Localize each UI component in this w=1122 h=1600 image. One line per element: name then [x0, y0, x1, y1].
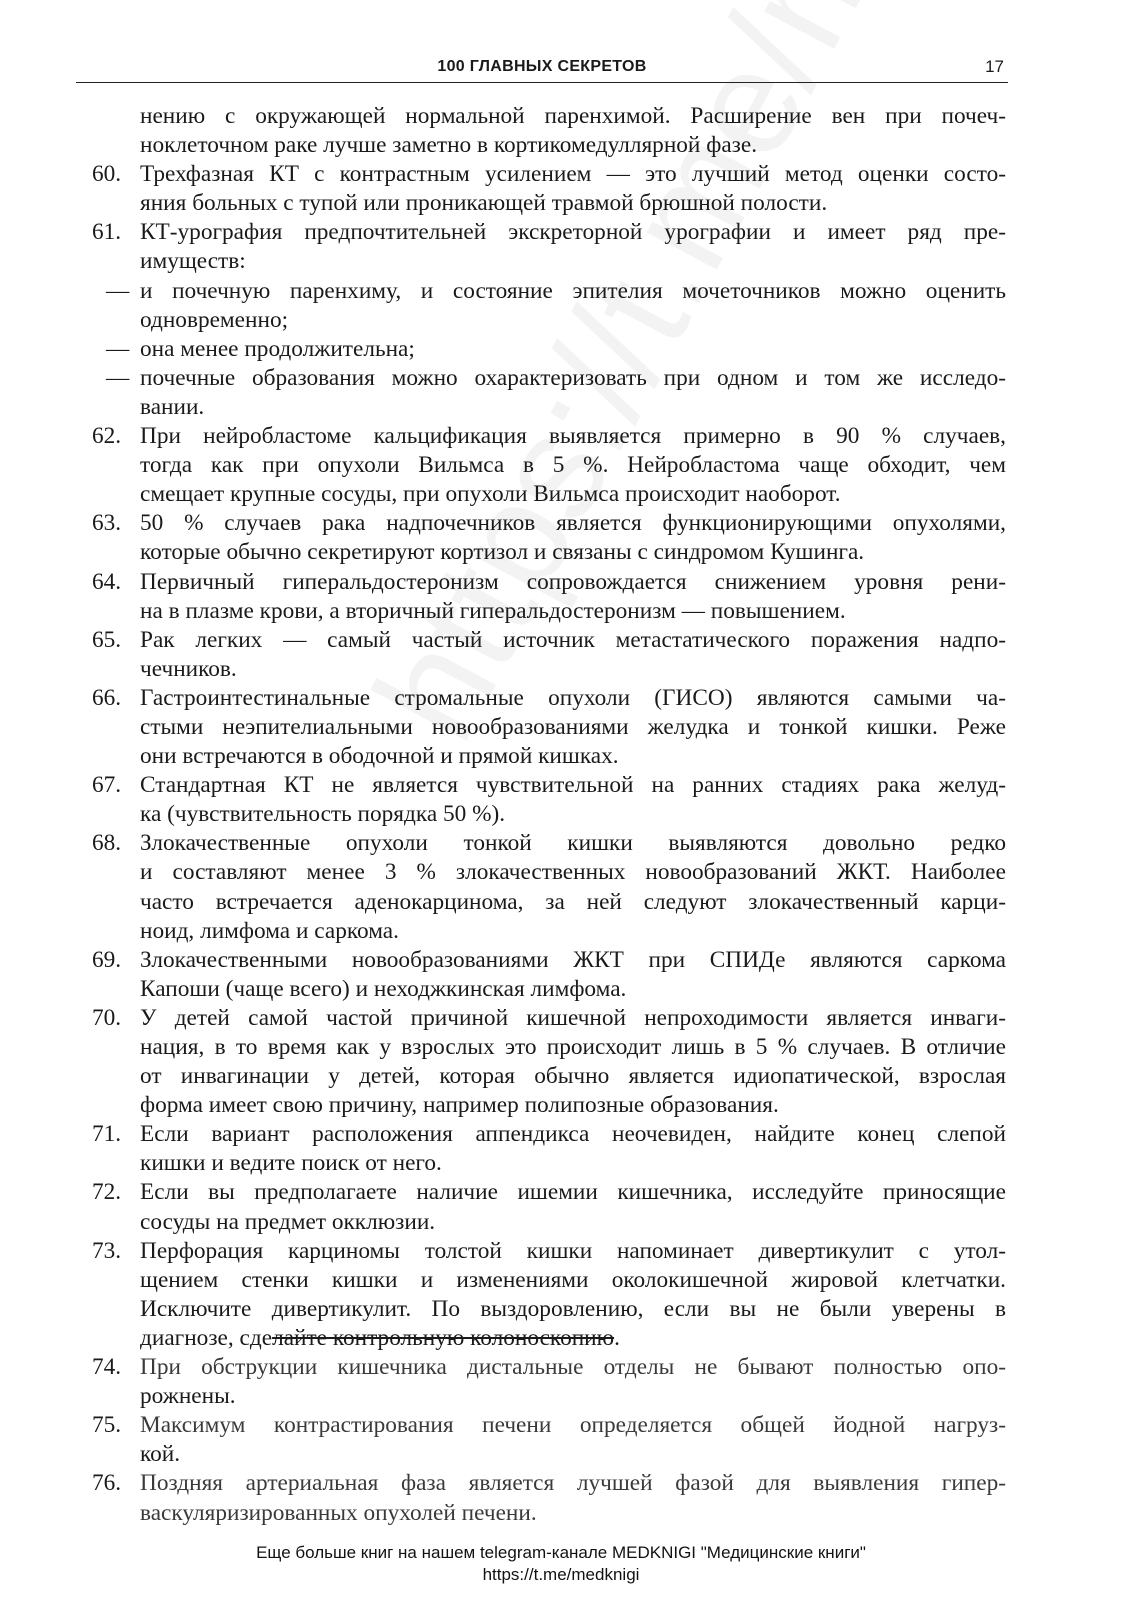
line-text: Капоши (чаще всего) и неходжкинская лимфома.	[140, 975, 627, 1002]
text-line	[92, 713, 1006, 742]
text-line	[92, 1295, 1006, 1324]
list-item-line	[92, 1120, 1006, 1149]
bullet-dash: —	[106, 364, 130, 391]
text-line	[92, 1062, 1006, 1091]
item-number: 66.	[92, 684, 122, 711]
text-line	[92, 1033, 1006, 1062]
text-line	[92, 800, 1006, 829]
line-text: почечные образования можно охарактеризовать при одном и том же исследо-	[140, 364, 1006, 391]
line-text: имуществ:	[140, 248, 246, 275]
list-item-line	[92, 771, 1006, 800]
line-text: Поздняя артериальная фаза является лучшей фазой для выявления гипер-	[140, 1470, 1006, 1497]
list-item-line	[92, 1353, 1006, 1382]
text-line	[92, 1499, 1006, 1528]
text-line	[92, 1324, 1006, 1353]
line-text-after: .	[614, 1324, 620, 1351]
struck-text: лайте контрольную колоноскопию	[272, 1324, 615, 1351]
running-header-title: 100 ГЛАВНЫХ СЕКРЕТОВ	[437, 58, 647, 75]
line-text: Трехфазная КТ с контрастным усилением — это лучший метод оценки состо-	[140, 161, 1006, 188]
list-item-line	[92, 829, 1006, 858]
bullet-dash: —	[106, 277, 130, 304]
page-body	[92, 102, 1006, 1528]
text-line	[92, 306, 1006, 335]
line-text: которые обычно секретируют кортизол и связаны с синдромом Кушинга.	[140, 539, 865, 566]
bullet-dash: —	[106, 335, 130, 362]
line-text: Максимум контрастирования печени определяется общей йодной нагруз-	[140, 1412, 1006, 1439]
text-line	[92, 393, 1006, 422]
list-item-line	[92, 1004, 1006, 1033]
line-text: сосуды на предмет окклюзии.	[140, 1208, 436, 1235]
line-text: нению с окружающей нормальной паренхимой. Расширение вен при почеч-	[140, 103, 1006, 129]
line-text: Перфорация карциномы толстой кишки напоминает дивертикулит с утол-	[140, 1237, 1006, 1264]
text-line	[92, 597, 1006, 626]
text-line	[92, 102, 1006, 131]
item-number: 61.	[92, 219, 122, 246]
item-number: 76.	[92, 1470, 122, 1497]
line-text: Если вы предполагаете наличие ишемии кишечника, исследуйте приносящие	[140, 1179, 1006, 1206]
line-text: нация, в то время как у взрослых это происходит лишь в 5 % случаев. В отличие	[140, 1034, 1006, 1060]
list-item-line	[92, 684, 1006, 713]
item-number: 73.	[92, 1237, 122, 1264]
text-line	[92, 858, 1006, 887]
bullet-line	[92, 277, 1006, 306]
item-number: 75.	[92, 1412, 122, 1439]
text-line	[92, 451, 1006, 480]
line-text	[140, 1324, 1006, 1353]
text-line	[92, 131, 1006, 160]
line-text: Если вариант расположения аппендикса неочевиден, найдите конец слепой	[140, 1121, 1006, 1148]
line-text: и составляют менее 3 % злокачественных новообразований ЖКТ. Наиболее	[140, 859, 1006, 886]
text-line	[92, 189, 1006, 218]
text-line	[92, 480, 1006, 509]
line-text: одновременно;	[140, 306, 289, 333]
text-line	[92, 917, 1006, 946]
item-number: 72.	[92, 1179, 122, 1206]
text-line	[92, 1266, 1006, 1295]
text-line	[92, 1382, 1006, 1411]
line-text: тогда как при опухоли Вильмса в 5 %. Нейробластома чаще обходит, чем	[140, 452, 1006, 479]
line-text: Рак легких — самый частый источник метастатического поражения надпо-	[140, 626, 1006, 653]
list-item-line	[92, 568, 1006, 597]
line-text: 50 % случаев рака надпочечников является функционирующими опухолями,	[140, 510, 1006, 537]
footer-link[interactable]: https://t.me/medknigi	[482, 1565, 640, 1584]
line-text: Стандартная КТ не является чувствительной на ранних стадиях рака желуд-	[140, 772, 1006, 799]
item-number: 69.	[92, 946, 122, 973]
line-text: При нейробластоме кальцификация выявляется примерно в 90 % случаев,	[140, 423, 1006, 450]
list-item-line	[92, 1237, 1006, 1266]
list-item-line	[92, 422, 1006, 451]
line-text: смещает крупные сосуды, при опухоли Вильмса происходит наоборот.	[140, 481, 841, 508]
line-text: Злокачественные опухоли тонкой кишки выявляются довольно редко	[140, 830, 1006, 857]
item-number: 74.	[92, 1354, 122, 1381]
list-item-line	[92, 1469, 1006, 1498]
running-header	[76, 56, 1008, 83]
text-line	[92, 538, 1006, 567]
line-text: на в плазме крови, а вторичный гиперальдостеронизм — повышением.	[140, 597, 846, 624]
bullet-line	[92, 335, 1006, 364]
list-item-line	[92, 509, 1006, 538]
text-line	[92, 1091, 1006, 1120]
item-number: 64.	[92, 568, 122, 595]
item-number: 65.	[92, 626, 122, 653]
line-text: Злокачественными новообразованиями ЖКТ при СПИДе являются саркома	[140, 946, 1006, 973]
line-text: рожнены.	[140, 1383, 236, 1410]
line-text: При обструкции кишечника дистальные отделы не бывают полностью опо-	[140, 1354, 1006, 1381]
line-text: васкуляризированных опухолей печени.	[140, 1499, 537, 1526]
item-number: 62.	[92, 423, 122, 450]
text-line	[92, 1149, 1006, 1178]
text-line	[92, 1440, 1006, 1469]
text-line	[92, 888, 1006, 917]
list-item-line	[92, 1178, 1006, 1207]
line-text: Исключите дивертикулит. По выздоровлению, если вы не были уверены в	[140, 1295, 1006, 1322]
line-text: яния больных с тупой или проникающей травмой брюшной полости.	[140, 190, 828, 217]
text-line	[92, 247, 1006, 276]
footer	[0, 1542, 1122, 1586]
item-number: 70.	[92, 1004, 122, 1031]
text-line	[92, 975, 1006, 1004]
bullet-line	[92, 364, 1006, 393]
line-text: они встречаются в ободочной и прямой кишках.	[140, 743, 619, 770]
item-number: 67.	[92, 772, 122, 799]
item-number: 63.	[92, 510, 122, 537]
line-text: кой.	[140, 1441, 181, 1468]
item-number: 60.	[92, 161, 122, 188]
line-text: Гастроинтестинальные стромальные опухоли (ГИСО) являются самыми ча-	[140, 684, 1006, 711]
line-text: стыми неэпителиальными новообразованиями желудка и тонкой кишки. Реже	[140, 713, 1006, 740]
text-line	[92, 655, 1006, 684]
list-item-line	[92, 160, 1006, 189]
line-text: вании.	[140, 393, 205, 420]
line-text: кишки и ведите поиск от него.	[140, 1150, 442, 1177]
line-text: Первичный гиперальдостеронизм сопровождается снижением уровня рени-	[140, 568, 1006, 595]
line-text: чечников.	[140, 655, 237, 682]
line-text: ноклеточном раке лучше заметно в кортикомедуллярной фазе.	[140, 132, 758, 159]
item-number: 68.	[92, 830, 122, 857]
line-text: ноид, лимфома и саркома.	[140, 917, 399, 944]
line-text: она менее продолжительна;	[140, 335, 415, 362]
line-text: ка (чувствительность порядка 50 %).	[140, 801, 506, 828]
item-number: 71.	[92, 1121, 122, 1148]
list-item-line	[92, 1411, 1006, 1440]
line-text: от инвагинации у детей, которая обычно является идиопатической, взрослая	[140, 1063, 1006, 1090]
list-item-line	[92, 626, 1006, 655]
line-text: форма имеет свою причину, например полипозные образования.	[140, 1092, 779, 1119]
footer-promo-text: Еще больше книг на нашем telegram-канале MEDKNIGI "Медицинские книги"	[256, 1543, 866, 1562]
line-text-before: диагнозе, сде	[140, 1324, 273, 1351]
text-line	[92, 1208, 1006, 1237]
line-text: КТ-урография предпочтительней экскреторной урографии и имеет ряд пре-	[140, 219, 1006, 246]
list-item-line	[92, 218, 1006, 247]
page-number: 17	[985, 57, 1004, 76]
line-text: часто встречается аденокарцинома, за ней следуют злокачественный карци-	[140, 888, 1006, 915]
line-text: У детей самой частой причиной кишечной непроходимости является инваги-	[140, 1004, 1006, 1031]
line-text: щением стенки кишки и изменениями околокишечной жировой клетчатки.	[140, 1266, 1006, 1293]
line-text: и почечную паренхиму, и состояние эпителия мочеточников можно оценить	[140, 277, 1006, 304]
list-item-line	[92, 946, 1006, 975]
text-line	[92, 742, 1006, 771]
